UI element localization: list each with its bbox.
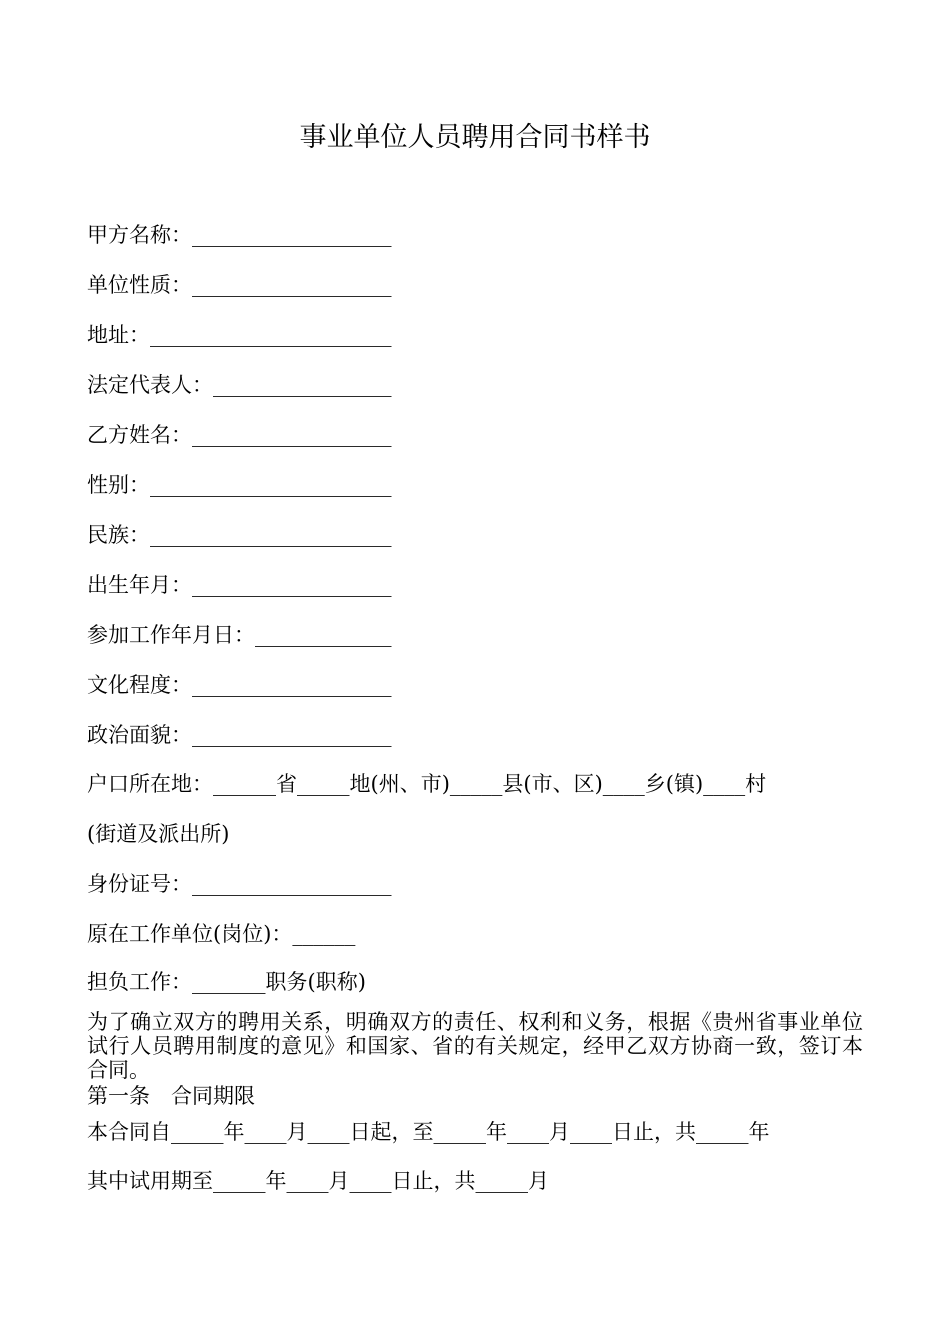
field-work-start-date: [87, 620, 392, 650]
field-blank: ___________________: [192, 273, 392, 297]
field-address: [87, 320, 392, 350]
field-blank: _______________________: [150, 323, 392, 347]
field-hukou-location-continued: (街道及派出所): [87, 822, 230, 846]
field-blank: _______________________: [150, 473, 392, 497]
field-birth-date: [87, 570, 392, 600]
field-blank: ___________________: [192, 423, 392, 447]
field-label: 法定代表人：: [87, 373, 213, 397]
field-label: 民族：: [87, 523, 150, 547]
article-1-heading: 第一条 合同期限: [87, 1084, 255, 1108]
field-original-work-unit: 原在工作单位(岗位)：______: [87, 922, 356, 946]
intro-paragraph: 为了确立双方的聘用关系，明确双方的责任、权利和义务，根据《贵州省事业单位试行人员聘用制度的意见》和国家、省的有关规定，经甲乙双方协商一致，签订本合同。: [87, 1010, 863, 1082]
field-education: [87, 670, 392, 700]
field-blank: _____________: [255, 623, 392, 647]
field-blank: ___________________: [192, 872, 392, 896]
contract-term-line: 本合同自_____年____月____日起，至_____年____月____日止，共_____年: [87, 1120, 770, 1144]
field-duty: 担负工作：_______职务(职称): [87, 970, 366, 994]
field-blank: ___________________: [192, 223, 392, 247]
field-party-b-name: [87, 420, 392, 450]
field-label: 地址：: [87, 323, 150, 347]
field-blank: ___________________: [192, 673, 392, 697]
field-hukou-location: 户口所在地：______省_____地(州、市)_____县(市、区)____乡(镇)____村: [87, 772, 767, 796]
field-id-number: [87, 869, 392, 899]
field-unit-nature: [87, 270, 392, 300]
field-label: 出生年月：: [87, 573, 192, 597]
field-label: 单位性质：: [87, 273, 192, 297]
field-blank: ___________________: [192, 723, 392, 747]
field-label: 乙方姓名：: [87, 423, 192, 447]
field-ethnicity: [87, 520, 392, 550]
field-label: 参加工作年月日：: [87, 623, 255, 647]
field-label: 文化程度：: [87, 673, 192, 697]
field-blank: ___________________: [192, 573, 392, 597]
field-gender: [87, 470, 392, 500]
field-label: 性别：: [87, 473, 150, 497]
probation-line: 其中试用期至_____年____月____日止，共_____月: [87, 1169, 549, 1193]
field-label: 甲方名称：: [87, 223, 192, 247]
field-legal-representative: [87, 370, 392, 400]
field-party-a-name: [87, 220, 392, 250]
field-label: 身份证号：: [87, 872, 192, 896]
document-title: 事业单位人员聘用合同书样书: [299, 122, 651, 153]
field-blank: _______________________: [150, 523, 392, 547]
field-political-status: [87, 720, 392, 750]
field-blank: _________________: [213, 373, 392, 397]
field-label: 政治面貌：: [87, 723, 192, 747]
